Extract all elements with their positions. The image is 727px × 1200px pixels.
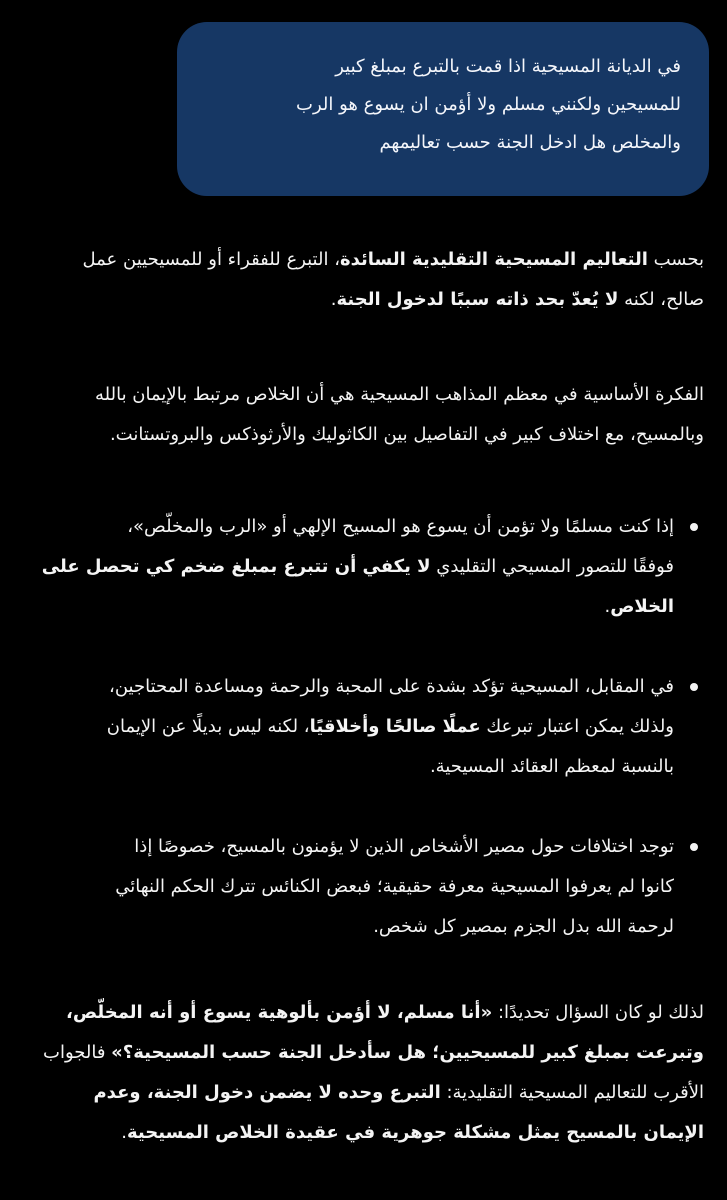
answer-line: في المقابل، المسيحية تؤكد بشدة على المحبة والرحمة ومساعدة المحتاجين،: [109, 676, 674, 697]
answer-bold-text: «أنا مسلم، لا أؤمن بألوهية يسوع أو أنه المخلّص،: [66, 1002, 493, 1023]
answer-line: [30, 280, 704, 320]
answer-line: [30, 707, 674, 747]
answer-bold-text: وتبرعت بمبلغ كبير للمسيحيين؛ هل سأدخل الجنة حسب المسيحية؟»: [111, 1042, 704, 1063]
answer-line: بالنسبة لمعظم العقائد المسيحية.: [429, 756, 674, 777]
answer-line: [30, 1033, 704, 1073]
answer-text: صالح، لكنه: [618, 289, 704, 310]
answer-line: توجد اختلافات حول مصير الأشخاص الذين لا يؤمنون بالمسيح، خصوصًا إذا: [134, 836, 674, 857]
assistant-bullet-list: [30, 507, 704, 947]
list-item: [30, 507, 704, 627]
answer-bold-text: عملًا صالحًا وأخلاقيًا: [309, 716, 481, 737]
answer-line: [30, 1113, 704, 1153]
answer-text: فالجواب: [43, 1042, 112, 1063]
user-message-bubble: [177, 22, 709, 196]
assistant-paragraph-core-idea: [30, 375, 704, 455]
list-item: [30, 827, 704, 947]
answer-text: .: [330, 289, 337, 310]
answer-text: لذلك لو كان السؤال تحديدًا:: [492, 1002, 704, 1023]
assistant-paragraph-intro: [30, 240, 704, 320]
answer-text: ولذلك يمكن اعتبار تبرعك: [480, 716, 674, 737]
answer-bold-text: التبرع وحده لا يضمن دخول الجنة، وعدم: [93, 1082, 441, 1103]
bullet-dot-icon: [690, 523, 698, 531]
answer-bold-text: لا يُعدّ بحد ذاته سببًا لدخول الجنة: [336, 289, 619, 310]
answer-line: لرحمة الله بدل الجزم بمصير كل شخص.: [373, 916, 674, 937]
answer-text: بحسب: [647, 249, 704, 270]
user-message-line: والمخلص هل ادخل الجنة حسب تعاليمهم: [379, 132, 681, 153]
answer-line: [30, 587, 674, 627]
answer-line: [30, 1073, 704, 1113]
answer-text: .: [604, 596, 611, 617]
answer-line: إذا كنت مسلمًا ولا تؤمن أن يسوع هو المسيح الإلهي أو «الرب والمخلّص»،: [127, 516, 674, 537]
answer-text: ، لكنه ليس بديلًا عن الإيمان: [106, 716, 310, 737]
answer-line: [30, 993, 704, 1033]
answer-line: كانوا لم يعرفوا المسيحية معرفة حقيقية؛ فبعض الكنائس تترك الحكم النهائي: [115, 876, 674, 897]
answer-bold-text: الإيمان بالمسيح يمثل مشكلة جوهرية في عقيدة الخلاص المسيحية: [127, 1122, 704, 1143]
answer-text: الأقرب للتعاليم المسيحية التقليدية:: [440, 1082, 704, 1103]
user-message-line: للمسيحين ولكنني مسلم ولا أؤمن ان يسوع هو الرب: [296, 94, 681, 115]
answer-bold-text: التعاليم المسيحية التقليدية السائدة: [340, 249, 648, 270]
answer-bold-text: الخلاص: [610, 596, 674, 617]
bullet-dot-icon: [690, 683, 698, 691]
bullet-dot-icon: [690, 843, 698, 851]
answer-text: .: [121, 1122, 128, 1143]
answer-text: فوفقًا للتصور المسيحي التقليدي: [430, 556, 674, 577]
answer-bold-text: لا يكفي أن تتبرع بمبلغ ضخم كي تحصل على: [41, 556, 431, 577]
answer-line: وبالمسيح، مع اختلاف كبير في التفاصيل بين الكاثوليك والأرثوذكس والبروتستانت.: [109, 424, 704, 445]
answer-line: [30, 240, 704, 280]
answer-text: ، التبرع للفقراء أو للمسيحيين عمل: [82, 249, 340, 270]
assistant-paragraph-conclusion: [30, 993, 704, 1153]
answer-line: [30, 547, 674, 587]
list-item: [30, 667, 704, 787]
user-message-line: في الديانة المسيحية اذا قمت بالتبرع بمبلغ كبير: [335, 56, 681, 77]
answer-line: الفكرة الأساسية في معظم المذاهب المسيحية هي أن الخلاص مرتبط بالإيمان بالله: [95, 384, 704, 405]
